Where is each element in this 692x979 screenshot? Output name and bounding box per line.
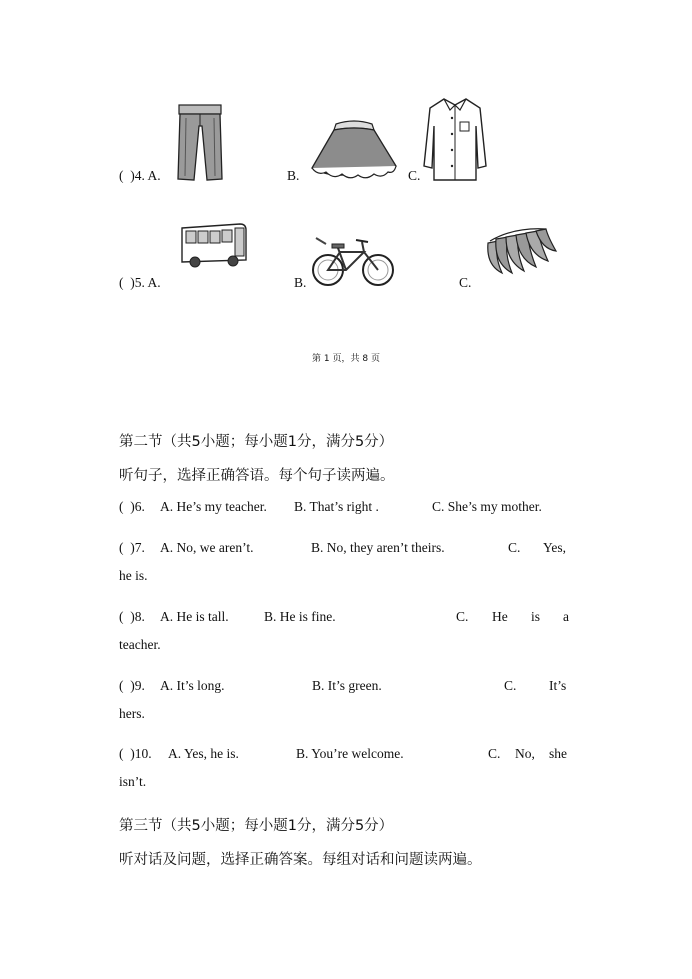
question-9-option-c-text: It’s (549, 678, 567, 693)
question-7-option-b: B. No, they aren’t theirs. (311, 540, 445, 555)
question-6-option-c: C. She’s my mother. (432, 499, 542, 514)
page-footer: 第 1 页，共 8 页 (312, 354, 380, 364)
question-8-option-c-word-3: a (563, 609, 569, 624)
question-9-option-a: A. It’s long. (160, 678, 225, 693)
question-8-option-c-letter: C. (456, 609, 469, 624)
question-5-option-c: C. (459, 275, 472, 290)
question-5-label: ( )5. A. (119, 275, 161, 290)
question-4-label: ( )4. A. (119, 168, 161, 183)
question-8-option-c-word-1: He (492, 609, 508, 624)
question-4-option-c: C. (408, 168, 421, 183)
question-10-option-a: A. Yes, he is. (168, 746, 239, 761)
section-2-instruction: 听句子，选择正确答语。每个句子读两遍。 (119, 468, 395, 484)
section-3-instruction: 听对话及问题，选择正确答案。每组对话和问题读两遍。 (119, 852, 482, 868)
question-4-option-b: B. (287, 168, 300, 183)
question-8-option-a: A. He is tall. (160, 609, 229, 624)
question-6-option-b: B. That’s right . (294, 499, 379, 514)
question-7-option-a: A. No, we aren’t. (160, 540, 254, 555)
question-8-option-c-word-2: is (531, 609, 541, 624)
question-5-option-b: B. (294, 275, 307, 290)
question-6-option-a: A. He’s my teacher. (160, 499, 267, 514)
question-10-option-c-word-1: No, (515, 746, 535, 761)
question-10-option-c-word-2: she (549, 746, 567, 761)
question-9-number: ( )9. (119, 678, 145, 693)
question-10-option-c-continued: isn’t. (119, 774, 147, 789)
section-3-title: 第三节（共5小题；每小题1分，满分5分） (119, 818, 394, 834)
question-8-number: ( )8. (119, 609, 145, 624)
question-9-option-c-letter: C. (504, 678, 517, 693)
skirt-image (306, 118, 402, 182)
question-7-number: ( )7. (119, 540, 145, 555)
question-10-number: ( )10. (119, 746, 152, 761)
trousers-image (176, 104, 224, 182)
bus-image (178, 222, 248, 270)
question-7-option-c-text: Yes, (543, 540, 567, 555)
question-8-option-c-continued: teacher. (119, 637, 161, 652)
question-10-option-b: B. You’re welcome. (296, 746, 404, 761)
question-9-option-c-continued: hers. (119, 706, 145, 721)
question-9-option-b: B. It’s green. (312, 678, 382, 693)
question-6-number: ( )6. (119, 499, 145, 514)
question-8-option-b: B. He is fine. (264, 609, 336, 624)
shirt-image (422, 96, 488, 182)
bicycle-image (310, 234, 398, 288)
question-10-option-c-letter: C. (488, 746, 501, 761)
bananas-image (484, 225, 558, 277)
question-7-option-c-letter: C. (508, 540, 521, 555)
question-7-option-c-continued: he is. (119, 568, 148, 583)
section-2-title: 第二节（共5小题；每小题1分，满分5分） (119, 434, 394, 450)
